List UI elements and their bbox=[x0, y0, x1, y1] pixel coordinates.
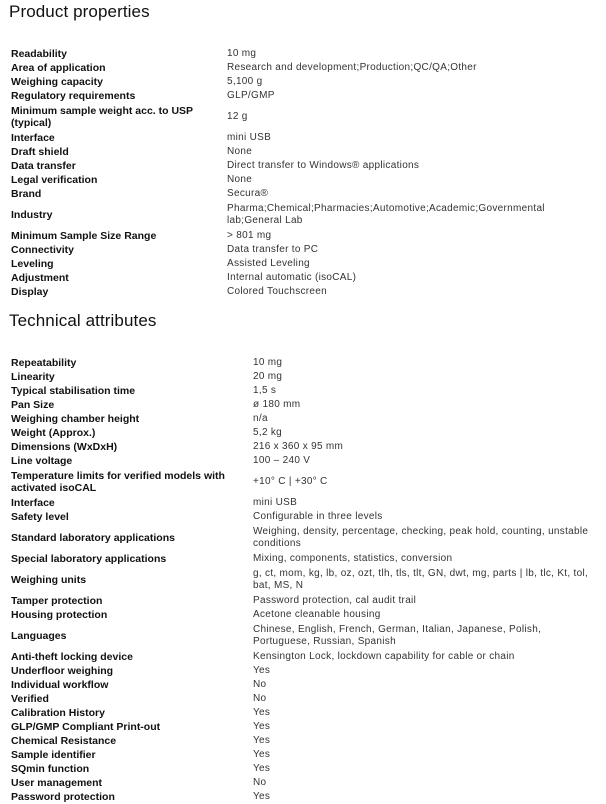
technical-attribute-row bbox=[11, 510, 601, 524]
technical-attribute-value: ø 180 mm bbox=[253, 399, 301, 410]
technical-attribute-value: Yes bbox=[253, 707, 271, 718]
technical-attribute-row bbox=[11, 734, 601, 748]
technical-attribute-value: 1,5 s bbox=[253, 385, 277, 396]
product-property-label: Legal verification bbox=[11, 174, 98, 186]
technical-attribute-row bbox=[11, 440, 601, 454]
technical-attribute-row bbox=[11, 566, 601, 594]
technical-attribute-value: Configurable in three levels bbox=[253, 511, 383, 522]
technical-attribute-row bbox=[11, 524, 601, 552]
product-property-row bbox=[11, 131, 601, 145]
product-property-row bbox=[11, 187, 601, 201]
product-property-label: Leveling bbox=[11, 258, 54, 270]
technical-attribute-row bbox=[11, 622, 601, 650]
product-property-value: 10 mg bbox=[227, 48, 257, 59]
product-property-value: Secura® bbox=[227, 188, 269, 199]
product-property-label: Display bbox=[11, 286, 49, 298]
technical-attribute-row bbox=[11, 454, 601, 468]
technical-attribute-label: Pan Size bbox=[11, 399, 55, 411]
product-property-row bbox=[11, 89, 601, 103]
technical-attribute-row bbox=[11, 762, 601, 776]
product-property-value: Assisted Leveling bbox=[227, 258, 310, 269]
product-property-value: Internal automatic (isoCAL) bbox=[227, 272, 357, 283]
product-property-label: Minimum Sample Size Range bbox=[11, 230, 157, 242]
product-property-value: 5,100 g bbox=[227, 76, 263, 87]
product-properties-list bbox=[11, 47, 601, 299]
technical-attribute-value: Yes bbox=[253, 791, 271, 802]
technical-attributes-list bbox=[11, 356, 601, 804]
technical-attribute-value: Chinese, English, French, German, Italian, Japanese, Polish, Portuguese, Russian, Spanish bbox=[253, 624, 542, 647]
technical-attribute-value: 100 – 240 V bbox=[253, 455, 311, 466]
technical-attribute-value: +10° C | +30° C bbox=[253, 476, 328, 487]
technical-attribute-value: mini USB bbox=[253, 497, 298, 508]
technical-attribute-value: 10 mg bbox=[253, 357, 283, 368]
product-property-label: Interface bbox=[11, 132, 55, 144]
technical-attribute-label: Underfloor weighing bbox=[11, 665, 114, 677]
product-property-value: GLP/GMP bbox=[227, 90, 275, 101]
technical-attribute-value: Mixing, components, statistics, conversion bbox=[253, 553, 453, 564]
technical-attribute-value: Yes bbox=[253, 735, 271, 746]
product-property-label: Area of application bbox=[11, 62, 106, 74]
technical-attribute-value: Yes bbox=[253, 763, 271, 774]
technical-attribute-row bbox=[11, 384, 601, 398]
product-property-value: Colored Touchscreen bbox=[227, 286, 328, 297]
product-property-value: Direct transfer to Windows® applications bbox=[227, 160, 420, 171]
technical-attribute-label: Line voltage bbox=[11, 455, 73, 467]
technical-attributes-heading: Technical attributes bbox=[9, 311, 157, 330]
technical-attribute-label: Temperature limits for verified models with activated isoCAL bbox=[11, 470, 225, 494]
product-property-row bbox=[11, 229, 601, 243]
technical-attribute-row bbox=[11, 398, 601, 412]
product-property-label: Connectivity bbox=[11, 244, 75, 256]
technical-attribute-value: No bbox=[253, 679, 267, 690]
technical-attribute-label: Standard laboratory applications bbox=[11, 532, 175, 544]
product-property-label: Weighing capacity bbox=[11, 76, 103, 88]
product-property-row bbox=[11, 271, 601, 285]
technical-attribute-value: Kensington Lock, lockdown capability for cable or chain bbox=[253, 651, 515, 662]
technical-attribute-label: Interface bbox=[11, 497, 55, 509]
product-property-label: Adjustment bbox=[11, 272, 69, 284]
technical-attribute-label: Safety level bbox=[11, 511, 69, 523]
product-properties-heading: Product properties bbox=[9, 2, 150, 21]
technical-attribute-label: Housing protection bbox=[11, 609, 108, 621]
product-property-row bbox=[11, 75, 601, 89]
technical-attribute-label: User management bbox=[11, 777, 103, 789]
product-property-label: Readability bbox=[11, 48, 68, 60]
technical-attribute-label: Repeatability bbox=[11, 357, 77, 369]
product-property-row bbox=[11, 61, 601, 75]
technical-attribute-row bbox=[11, 706, 601, 720]
technical-attribute-value: No bbox=[253, 777, 267, 788]
technical-attribute-row bbox=[11, 370, 601, 384]
technical-attribute-row bbox=[11, 608, 601, 622]
product-property-label: Data transfer bbox=[11, 160, 76, 172]
technical-attribute-label: GLP/GMP Compliant Print-out bbox=[11, 721, 161, 733]
technical-attribute-value: Password protection, cal audit trail bbox=[253, 595, 417, 606]
product-property-label: Regulatory requirements bbox=[11, 90, 136, 102]
technical-attribute-label: Weight (Approx.) bbox=[11, 427, 96, 439]
technical-attribute-row bbox=[11, 678, 601, 692]
technical-attribute-label: Anti-theft locking device bbox=[11, 651, 133, 663]
technical-attribute-value: Yes bbox=[253, 749, 271, 760]
technical-attribute-row bbox=[11, 552, 601, 566]
technical-attribute-label: Weighing chamber height bbox=[11, 413, 140, 425]
product-property-value: mini USB bbox=[227, 132, 272, 143]
technical-attribute-row bbox=[11, 776, 601, 790]
technical-attribute-label: Typical stabilisation time bbox=[11, 385, 136, 397]
technical-attribute-label: Sample identifier bbox=[11, 749, 96, 761]
technical-attribute-value: 216 x 360 x 95 mm bbox=[253, 441, 344, 452]
technical-attribute-label: Calibration History bbox=[11, 707, 105, 719]
product-property-row bbox=[11, 243, 601, 257]
technical-attribute-label: Special laboratory applications bbox=[11, 553, 167, 565]
technical-attribute-row bbox=[11, 426, 601, 440]
technical-attribute-value: Yes bbox=[253, 721, 271, 732]
technical-attribute-row bbox=[11, 594, 601, 608]
technical-attribute-row bbox=[11, 356, 601, 370]
product-property-value: None bbox=[227, 174, 253, 185]
product-property-row bbox=[11, 201, 601, 229]
product-property-value: None bbox=[227, 146, 253, 157]
product-property-row bbox=[11, 285, 601, 299]
technical-attribute-row bbox=[11, 720, 601, 734]
product-property-label: Minimum sample weight acc. to USP (typical) bbox=[11, 105, 193, 129]
product-property-label: Industry bbox=[11, 209, 53, 221]
product-property-value: Research and development;Production;QC/QA;Other bbox=[227, 62, 477, 73]
product-property-value: 12 g bbox=[227, 111, 248, 122]
technical-attribute-label: Linearity bbox=[11, 371, 55, 383]
technical-attribute-value: 20 mg bbox=[253, 371, 283, 382]
technical-attribute-value: Yes bbox=[253, 665, 271, 676]
product-property-row bbox=[11, 257, 601, 271]
product-property-label: Draft shield bbox=[11, 146, 69, 158]
technical-attribute-row bbox=[11, 412, 601, 426]
product-property-label: Brand bbox=[11, 188, 42, 200]
technical-attribute-label: Individual workflow bbox=[11, 679, 109, 691]
technical-attribute-label: Password protection bbox=[11, 791, 115, 803]
product-property-row bbox=[11, 47, 601, 61]
technical-attribute-value: Acetone cleanable housing bbox=[253, 609, 381, 620]
technical-attribute-label: Verified bbox=[11, 693, 49, 705]
technical-attribute-row bbox=[11, 790, 601, 804]
technical-attribute-row bbox=[11, 650, 601, 664]
technical-attribute-label: Weighing units bbox=[11, 574, 87, 586]
technical-attribute-value: Weighing, density, percentage, checking, peak hold, counting, unstable conditions bbox=[253, 526, 589, 549]
technical-attribute-row bbox=[11, 692, 601, 706]
technical-attribute-label: Dimensions (WxDxH) bbox=[11, 441, 118, 453]
product-property-row bbox=[11, 173, 601, 187]
technical-attribute-label: Languages bbox=[11, 630, 67, 642]
technical-attribute-label: Chemical Resistance bbox=[11, 735, 117, 747]
technical-attribute-value: 5,2 kg bbox=[253, 427, 283, 438]
product-property-row bbox=[11, 159, 601, 173]
product-property-row bbox=[11, 145, 601, 159]
technical-attribute-row bbox=[11, 496, 601, 510]
technical-attribute-value: No bbox=[253, 693, 267, 704]
product-property-value: Data transfer to PC bbox=[227, 244, 319, 255]
technical-attribute-row bbox=[11, 468, 601, 496]
product-property-value: Pharma;Chemical;Pharmacies;Automotive;Academic;Governmental lab;General Lab bbox=[227, 203, 545, 226]
product-property-value: > 801 mg bbox=[227, 230, 272, 241]
technical-attribute-label: SQmin function bbox=[11, 763, 90, 775]
technical-attribute-label: Tamper protection bbox=[11, 595, 103, 607]
technical-attribute-row bbox=[11, 748, 601, 762]
product-property-row bbox=[11, 103, 601, 131]
technical-attribute-value: n/a bbox=[253, 413, 268, 424]
technical-attribute-row bbox=[11, 664, 601, 678]
technical-attribute-value: g, ct, mom, kg, lb, oz, ozt, tlh, tls, tlt, GN, dwt, mg, parts | lb, tlc, Kt, tol, bat, MS, N bbox=[253, 568, 589, 591]
